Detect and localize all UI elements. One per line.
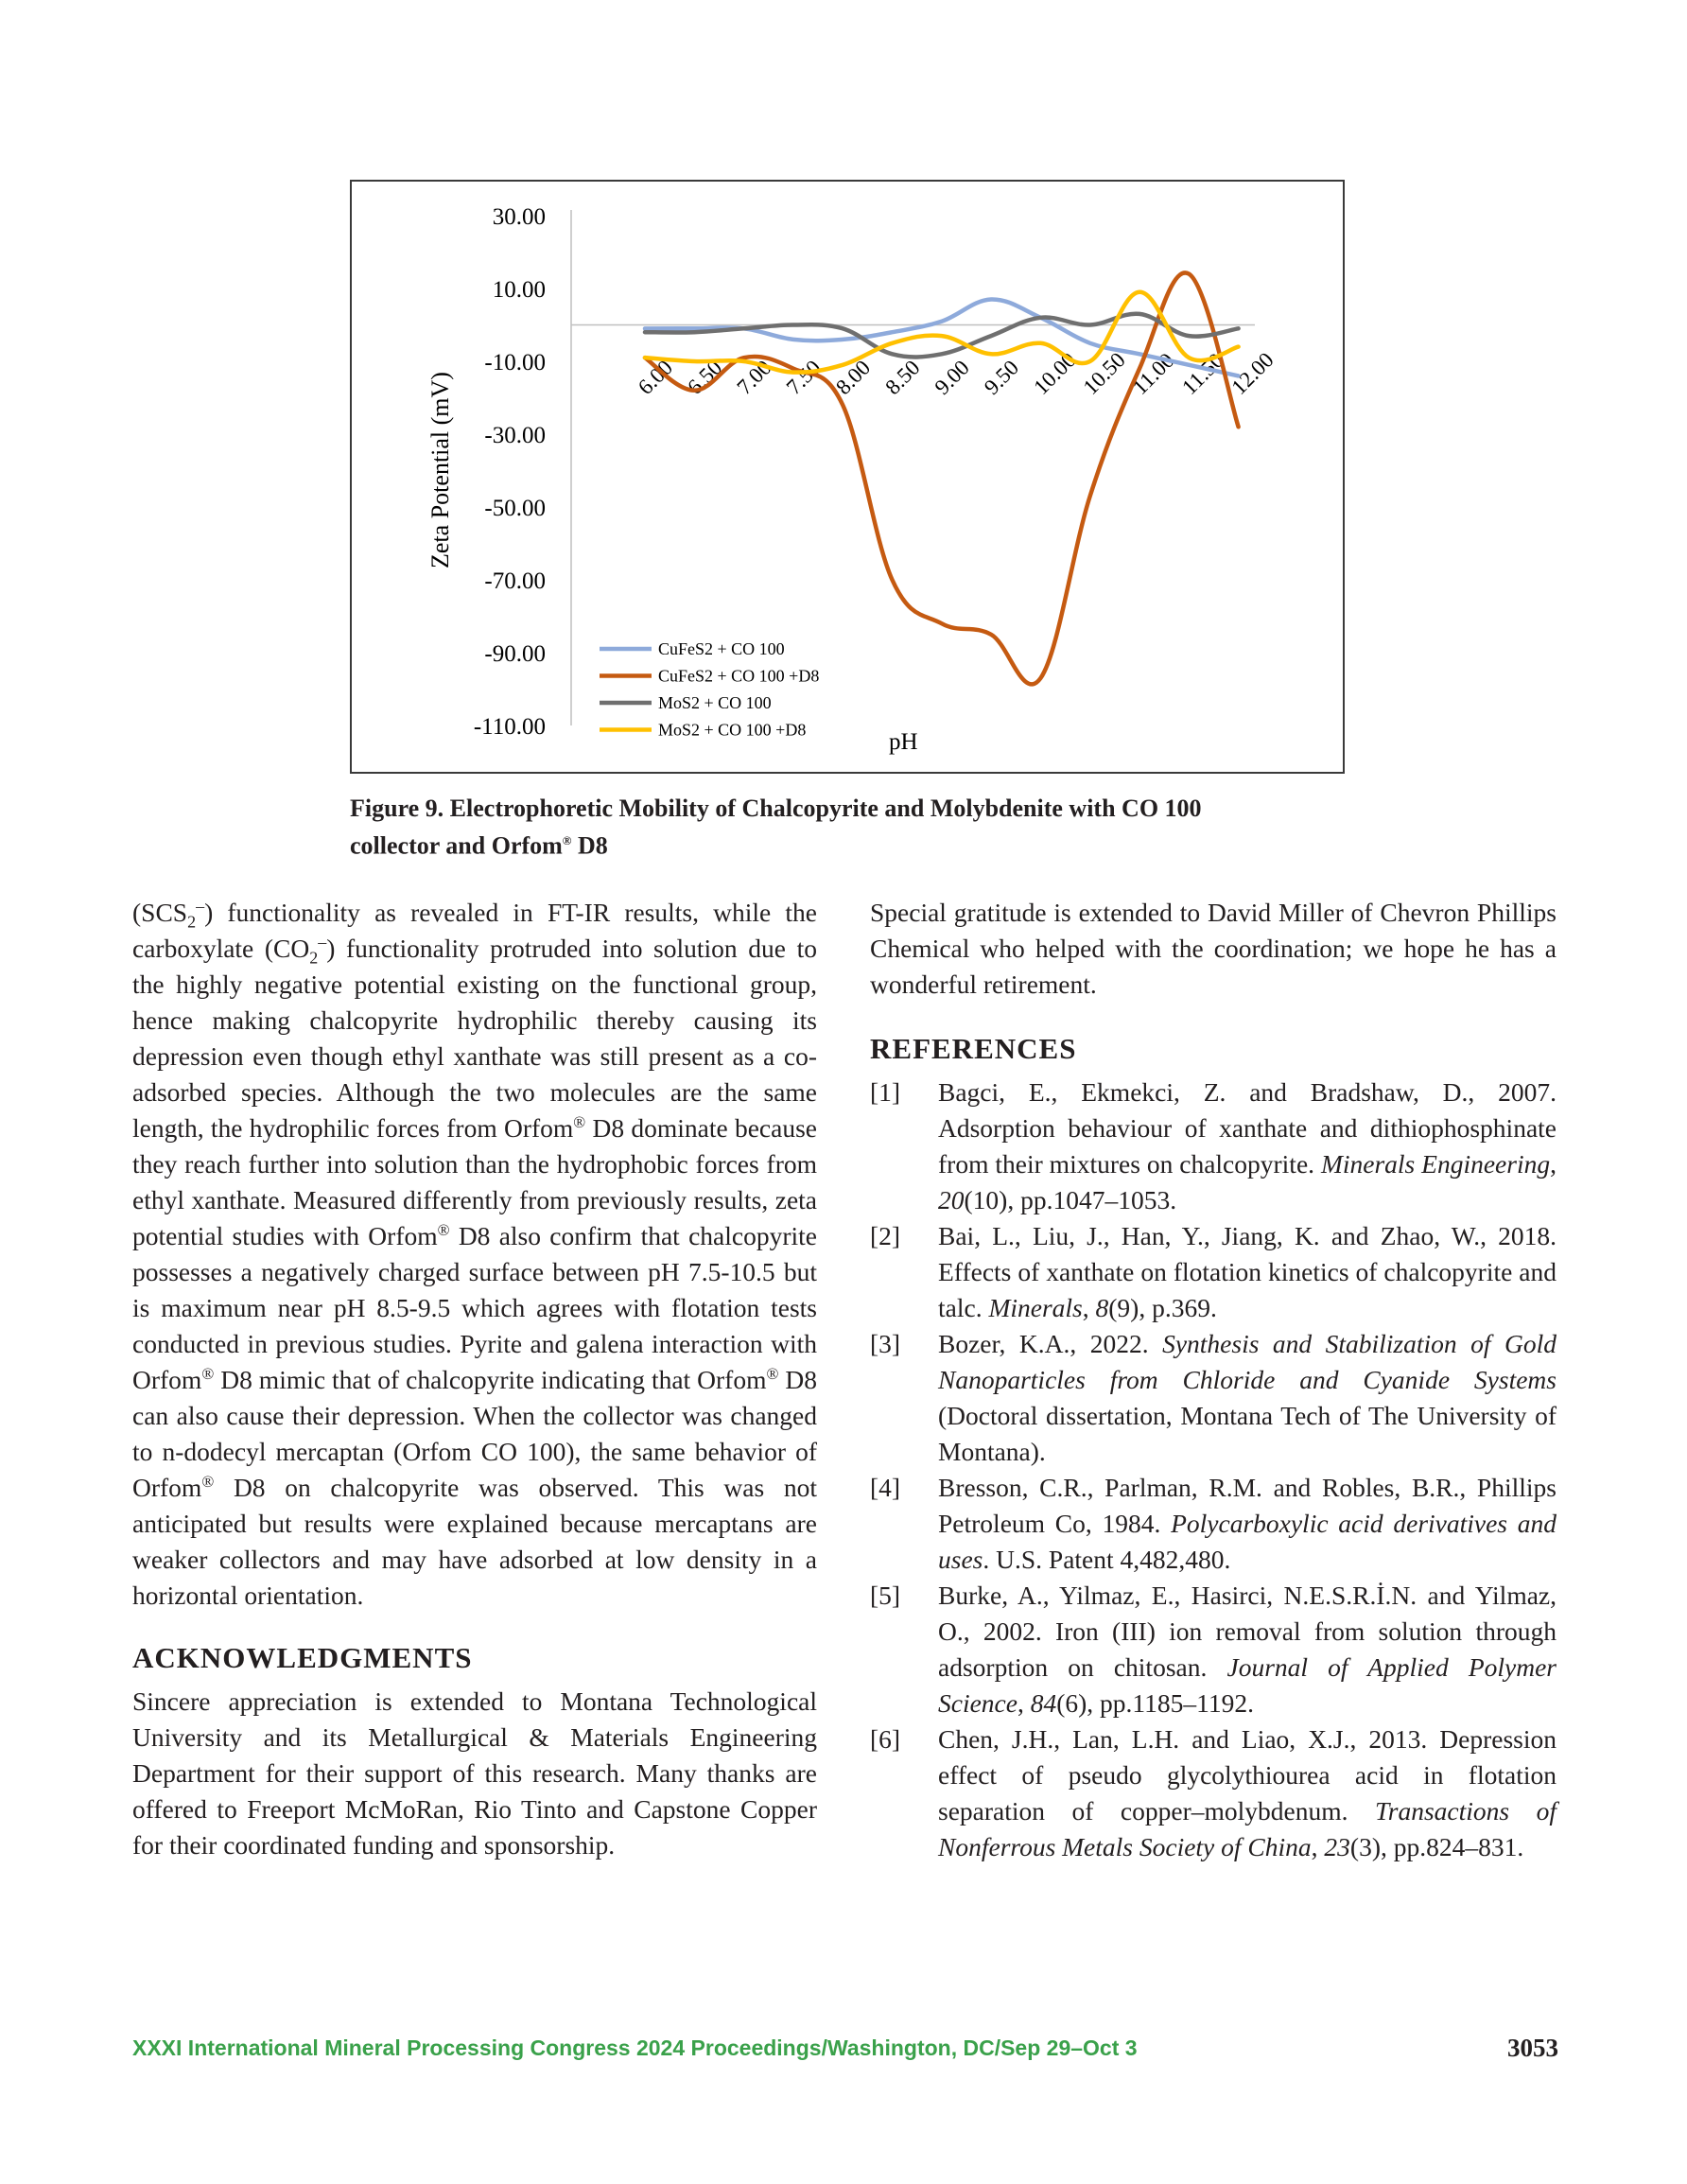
reference-item — [870, 1326, 1557, 1470]
x-tick-label: 8.00 — [831, 355, 876, 400]
reference-item — [870, 1721, 1557, 1865]
superscript: – — [196, 896, 205, 916]
reference-item — [870, 1218, 1557, 1326]
legend-label: CuFeS2 + CO 100 +D8 — [658, 666, 820, 686]
x-tick-label: 10.50 — [1078, 347, 1130, 400]
reference-title: Transactions of Nonferrous Metals Society of China — [938, 1796, 1557, 1861]
reference-number: [3] — [870, 1329, 901, 1358]
x-tick-label: 10.00 — [1029, 347, 1081, 400]
conference-name: XXXI International Mineral Processing Congress 2024 Proceedings/Washington, DC/Sep 29–Oct 3 — [132, 2035, 1138, 2060]
reference-text: , — [1311, 1832, 1325, 1861]
reference-item — [870, 1578, 1557, 1721]
reference-number: [6] — [870, 1724, 901, 1754]
figure-frame — [350, 180, 1345, 774]
text-run: ) functionality as revealed in FT-IR results, while the carboxylate (CO — [132, 898, 817, 963]
figure-caption — [350, 793, 1352, 863]
y-tick-label: -30.00 — [484, 423, 546, 448]
reference-number: [4] — [870, 1473, 901, 1502]
reference-number: [1] — [870, 1077, 901, 1107]
y-tick-label: -90.00 — [484, 641, 546, 667]
right-column — [870, 895, 1557, 1865]
reference-number: [2] — [870, 1221, 901, 1250]
reference-title: Synthesis and Stabilization of Gold Nanoparticles from Chloride and Cyanide Systems — [938, 1329, 1557, 1394]
acknowledgments-continued: Special gratitude is extended to David Miller of Chevron Phillips Chemical who helped with the coordination; we hope he has a wonderful retirement. — [870, 898, 1557, 999]
reference-title: Minerals — [988, 1293, 1083, 1322]
left-column — [132, 895, 817, 1863]
reference-text: Burke, A., Yilmaz, E., Hasirci, N.E.S.R.İ.N. and Yilmaz, O., 2002. Iron (III) ion removal from solution through adsorption on chitosan. — [938, 1581, 1557, 1682]
reference-text: , — [1550, 1149, 1557, 1179]
y-tick-label: -10.00 — [484, 350, 546, 376]
reference-text: (Doctoral dissertation, Montana Tech of The University of Montana). — [938, 1401, 1557, 1466]
x-axis-label: pH — [889, 729, 918, 755]
legend-label: CuFeS2 + CO 100 — [658, 639, 785, 658]
y-axis-label: Zeta Potential (mV) — [426, 372, 454, 568]
caption-line-2-end: D8 — [571, 831, 608, 860]
x-tick-label: 8.50 — [880, 355, 925, 400]
acknowledgments-heading: ACKNOWLEDGMENTS — [132, 1641, 473, 1674]
reference-text: (3), pp.824–831. — [1349, 1832, 1524, 1861]
y-tick-label: 30.00 — [492, 204, 546, 230]
text-run: D8 on chalcopyrite was observed. This was not anticipated but results were explained because mercaptans are weaker collectors and may have adsorbed at low density in a horizontal orientation. — [132, 1473, 817, 1610]
text-run: D8 can also cause their depression. When the collector was changed to n-dodecyl mercaptan (Orfom CO 100), the same behavior of Orfom — [132, 1365, 817, 1502]
text-run: D8 mimic that of chalcopyrite indicating that Orfom — [214, 1365, 767, 1394]
x-tick-label: 11.00 — [1127, 348, 1179, 400]
x-tick-label: 11.50 — [1177, 348, 1228, 400]
reference-volume: 20 — [938, 1185, 965, 1214]
legend-label: MoS2 + CO 100 — [658, 693, 772, 712]
reference-title: Minerals Engineering — [1320, 1149, 1551, 1179]
discussion-paragraph — [132, 895, 817, 1614]
caption-line-2: collector and Orfom — [350, 831, 563, 860]
legend-label: MoS2 + CO 100 +D8 — [658, 720, 807, 740]
x-tick-label: 7.00 — [732, 355, 776, 400]
acknowledgments-paragraph: Sincere appreciation is extended to Montana Technological University and its Metallurgical & Materials Engineering Department for their support of this research. Many thanks are offered to Freeport McMoRan, Rio Tinto and Capstone Copper for their coordinated funding and sponsorship. — [132, 1686, 817, 1860]
text-run: ) functionality protruded into solution due to the highly negative potential existing on the functional group, hence making chalcopyrite hydrophilic thereby causing its depression even though ethyl xanthate was still present as a co-adsorbed species. Although the two molecules are the same length, the hydrophilic forces from Orfom — [132, 934, 817, 1143]
x-tick-label: 6.50 — [683, 355, 727, 400]
reference-text: , — [1017, 1688, 1031, 1718]
superscript: – — [318, 932, 327, 952]
reference-item — [870, 1075, 1557, 1218]
reference-title: Journal of Applied Polymer Science — [938, 1652, 1557, 1718]
text-run: D8 dominate because they reach further into solution than the hydrophobic forces from ethyl xanthate. Measured differently from previously results, zeta potential studies with Orfom — [132, 1113, 817, 1250]
x-tick-label: 12.00 — [1226, 347, 1278, 400]
registered-mark: ® — [766, 1364, 779, 1383]
text-run: (SCS — [132, 898, 188, 927]
x-tick-label: 6.00 — [633, 355, 677, 400]
reference-number: [5] — [870, 1581, 901, 1610]
reference-list — [870, 1075, 1557, 1865]
text-run: D8 also confirm that chalcopyrite possesses a negatively charged surface between pH 7.5-10.5 but is maximum near pH 8.5-9.5 which agrees with flotation tests conducted in previous studies. Pyrite and galena interaction with Orfom — [132, 1221, 817, 1394]
reference-item — [870, 1470, 1557, 1578]
reference-text: . U.S. Patent 4,482,480. — [983, 1545, 1231, 1574]
reference-text: Bai, L., Liu, J., Han, Y., Jiang, K. and Zhao, W., 2018. Effects of xanthate on flotation kinetics of chalcopyrite and talc. — [938, 1221, 1557, 1322]
reference-text: (6), pp.1185–1192. — [1056, 1688, 1254, 1718]
reference-text: (10), pp.1047–1053. — [964, 1185, 1177, 1214]
y-tick-label: -50.00 — [484, 496, 546, 521]
caption-registered-mark: ® — [562, 833, 572, 847]
registered-mark: ® — [573, 1112, 586, 1131]
page-number: 3053 — [1507, 2034, 1558, 2062]
reference-text: , — [1082, 1293, 1096, 1322]
subscript: 2 — [187, 912, 197, 932]
reference-text: Chen, J.H., Lan, L.H. and Liao, X.J., 2013. Depression effect of pseudo glycolythiourea acid in flotation separation of copper–molybdenum. — [938, 1724, 1557, 1826]
reference-text: Bozer, K.A., 2022. — [938, 1329, 1163, 1358]
reference-volume: 8 — [1095, 1293, 1109, 1322]
subscript: 2 — [309, 948, 319, 968]
registered-mark: ® — [437, 1220, 450, 1239]
x-tick-label: 9.50 — [979, 355, 1024, 400]
y-tick-label: -70.00 — [484, 568, 546, 594]
y-tick-label: -110.00 — [473, 714, 546, 740]
reference-text: Bagci, E., Ekmekci, Z. and Bradshaw, D., 2007. Adsorption behaviour of xanthate and dithiophosphinate from their mixtures on chalcopyrite. — [938, 1077, 1557, 1179]
y-tick-label: 10.00 — [492, 277, 546, 303]
registered-mark: ® — [201, 1364, 215, 1383]
x-tick-label: 9.00 — [930, 355, 974, 400]
reference-volume: 23 — [1324, 1832, 1350, 1861]
x-tick-label: 7.50 — [781, 355, 826, 400]
reference-text: (9), p.369. — [1108, 1293, 1217, 1322]
references-heading: REFERENCES — [870, 1032, 1077, 1065]
zeta-potential-chart — [352, 182, 1343, 772]
reference-volume: 84 — [1030, 1688, 1057, 1718]
caption-line-1: Figure 9. Electrophoretic Mobility of Chalcopyrite and Molybdenite with CO 100 — [350, 795, 1202, 822]
reference-text: Bresson, C.R., Parlman, R.M. and Robles, B.R., Phillips Petroleum Co, 1984. — [938, 1473, 1557, 1538]
page-footer — [132, 2035, 1558, 2073]
registered-mark: ® — [201, 1472, 215, 1491]
reference-title: Polycarboxylic acid derivatives and uses — [938, 1509, 1557, 1574]
